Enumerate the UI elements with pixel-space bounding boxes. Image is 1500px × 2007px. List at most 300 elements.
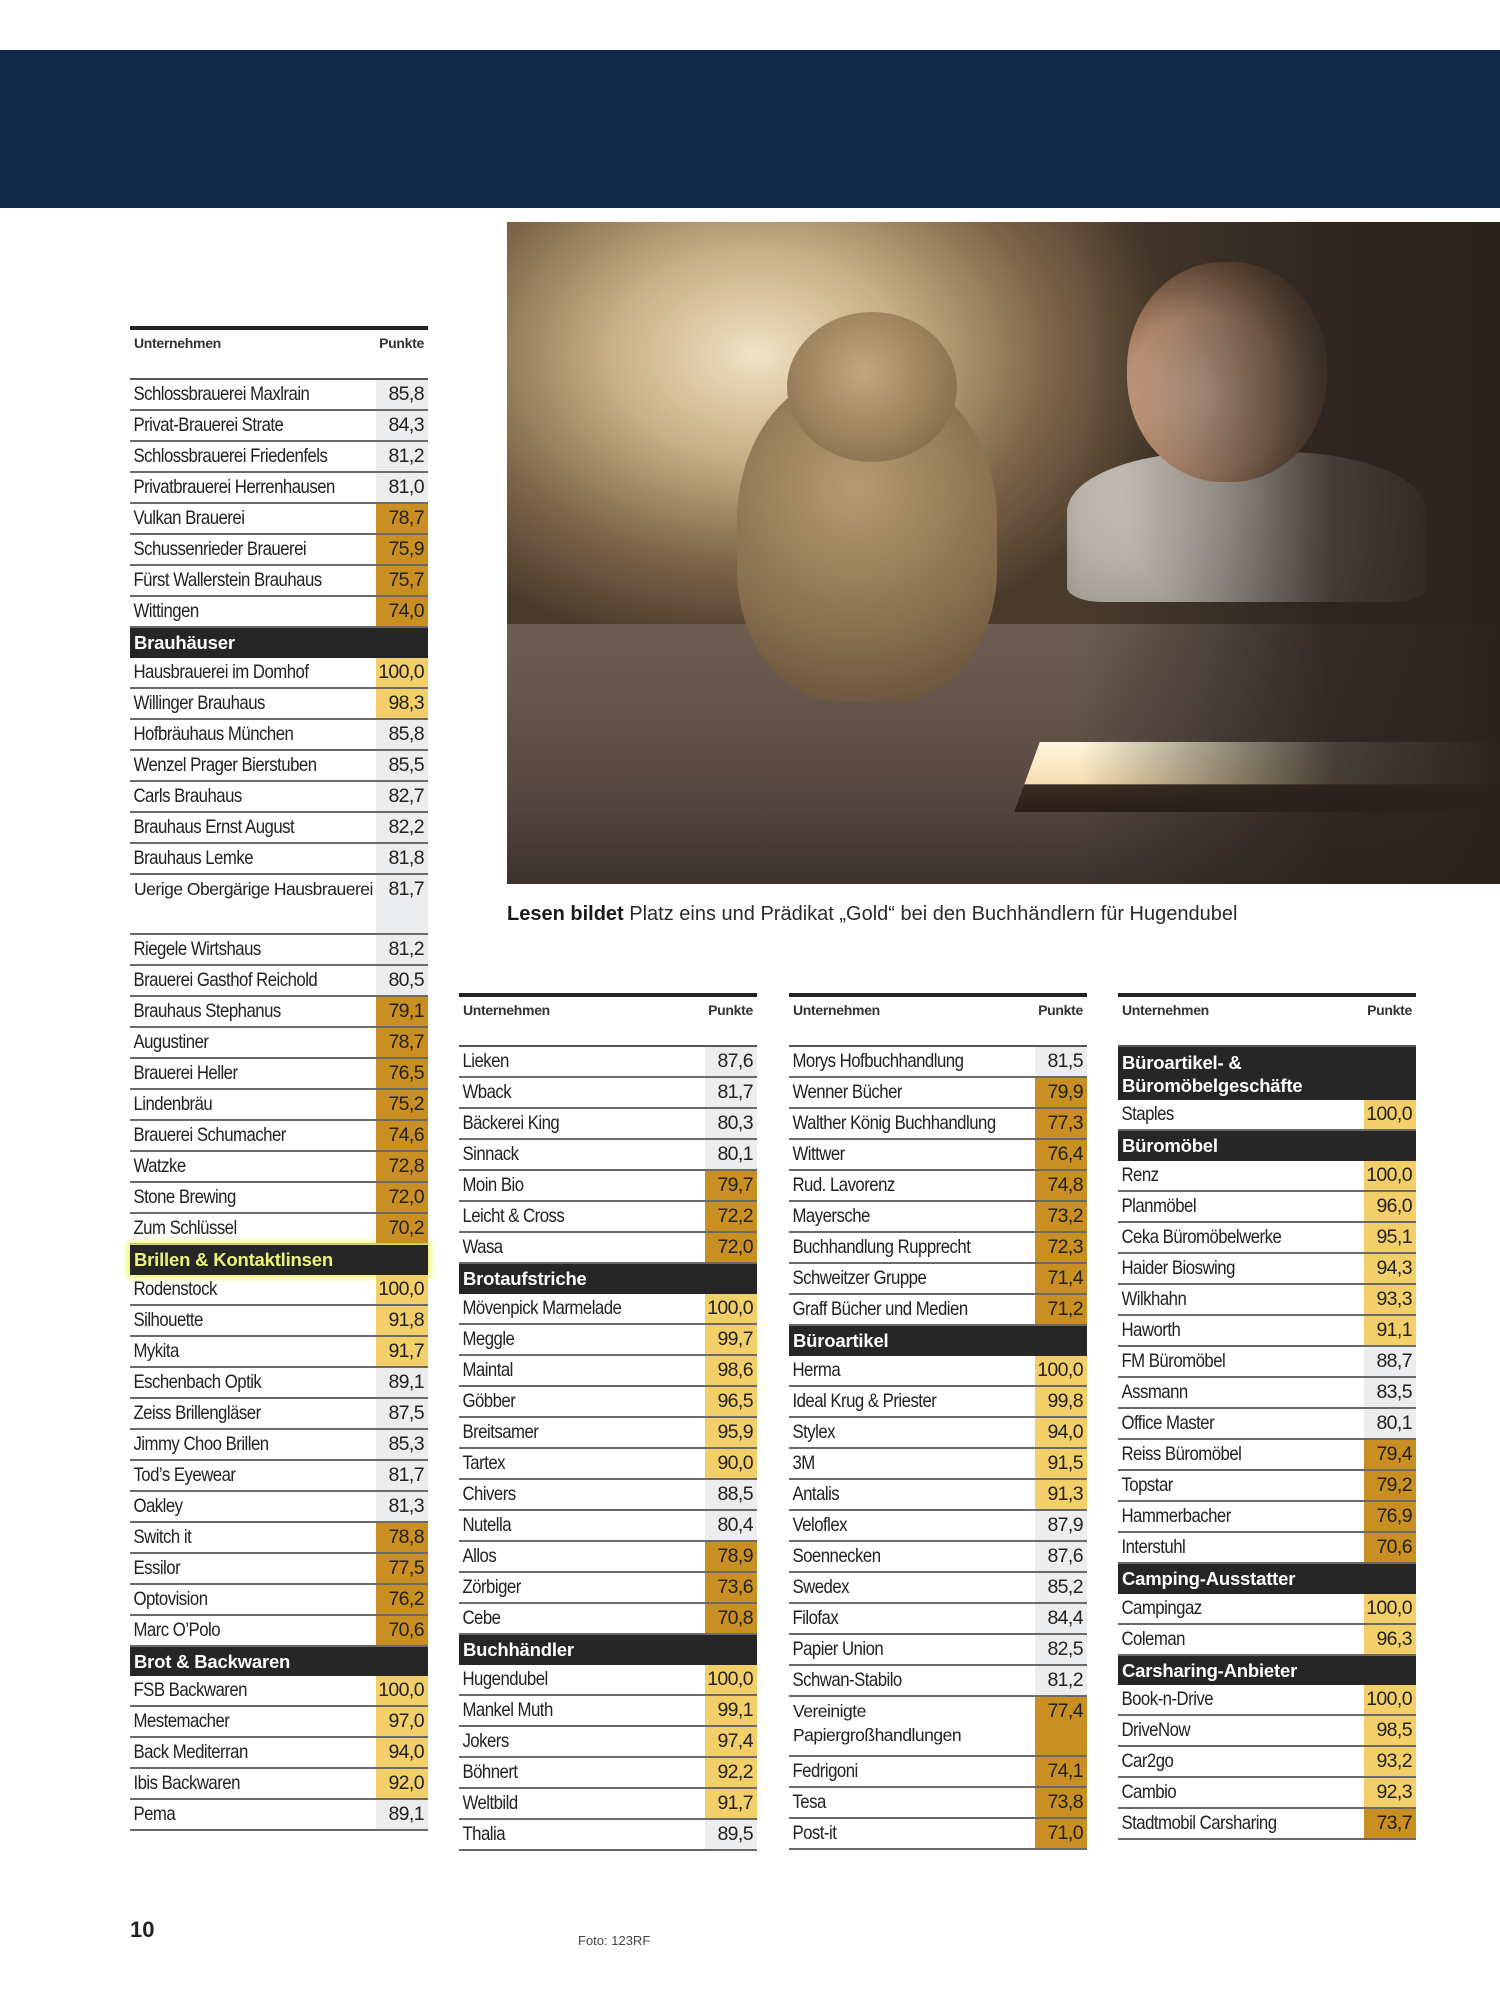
column-header-company: Unternehmen (134, 335, 221, 351)
company-name: Zeiss Brillengläser (133, 1401, 261, 1424)
table-row (789, 1418, 1087, 1449)
score-value: 77,4 (1035, 1697, 1087, 1755)
table-row (130, 473, 428, 504)
table-row (459, 1047, 757, 1078)
company-name: Zum Schlüssel (133, 1216, 237, 1239)
company-name: Papier Union (792, 1637, 884, 1660)
score-value: 71,4 (1035, 1264, 1087, 1293)
score-value: 96,0 (1364, 1192, 1416, 1221)
company-name: Moin Bio (462, 1174, 524, 1196)
table-row (1118, 1685, 1416, 1716)
table-row (130, 813, 428, 844)
score-value: 91,1 (1364, 1316, 1416, 1345)
company-name: Schlossbrauerei Friedenfels (133, 445, 328, 467)
score-value: 85,5 (376, 751, 428, 780)
company-name: Office Master (1121, 1411, 1215, 1434)
score-value: 70,8 (705, 1604, 757, 1633)
score-value: 81,5 (1035, 1047, 1087, 1076)
score-value: 100,0 (1364, 1161, 1416, 1190)
company-name: Privatbrauerei Herrenhausen (133, 476, 335, 498)
table-row (130, 1059, 428, 1090)
score-value: 100,0 (1364, 1100, 1416, 1129)
company-name: Willinger Brauhaus (133, 691, 265, 714)
category-header: Brillen & Kontaktlinsen (130, 1245, 428, 1275)
score-value: 78,7 (376, 504, 428, 533)
table-row (459, 1233, 757, 1264)
category-header: Camping-Ausstatter (1118, 1564, 1416, 1594)
company-name: Book-n-Drive (1121, 1688, 1214, 1711)
table-row (1118, 1192, 1416, 1223)
score-value: 75,2 (376, 1090, 428, 1119)
company-name: Meggle (462, 1327, 515, 1350)
table-row (459, 1449, 757, 1480)
ranking-table-3 (789, 993, 1087, 1850)
company-name: Nutella (462, 1513, 512, 1536)
table-row (789, 1604, 1087, 1635)
score-value: 100,0 (376, 1676, 428, 1705)
score-value: 81,3 (376, 1492, 428, 1521)
table-row (130, 1275, 428, 1306)
company-name: Sinnack (462, 1143, 519, 1165)
company-name: Wenzel Prager Bierstuben (133, 753, 317, 776)
company-name: Brauhaus Stephanus (133, 999, 281, 1022)
table-row (1118, 1747, 1416, 1778)
table-row (130, 1738, 428, 1769)
company-name: FM Büromöbel (1121, 1349, 1226, 1372)
company-name: Wasa (462, 1236, 503, 1258)
table-row (789, 1542, 1087, 1573)
score-value: 74,6 (376, 1121, 428, 1150)
score-value: 79,1 (376, 997, 428, 1026)
score-value: 73,6 (705, 1573, 757, 1602)
company-name: Lieken (462, 1050, 509, 1072)
table-row (130, 935, 428, 966)
score-value: 91,7 (705, 1789, 757, 1818)
table-row (130, 1616, 428, 1647)
company-name: Maintal (462, 1358, 513, 1381)
company-name: Allos (462, 1544, 497, 1567)
table-row (130, 1707, 428, 1738)
company-name: Stone Brewing (133, 1185, 236, 1208)
score-value: 81,2 (376, 442, 428, 471)
score-value: 99,7 (705, 1325, 757, 1354)
table-header (459, 997, 757, 1045)
score-value: 95,1 (1364, 1223, 1416, 1252)
company-name: Augustiner (133, 1030, 209, 1053)
score-value: 81,8 (376, 844, 428, 873)
column-header-points: Punkte (379, 335, 424, 351)
table-row (1118, 1440, 1416, 1471)
photo-child-reading-with-teddy-bear (507, 222, 1500, 884)
company-name: Wittingen (133, 600, 199, 622)
score-value: 81,7 (705, 1078, 757, 1107)
table-row (789, 1697, 1087, 1757)
score-value: 92,2 (705, 1758, 757, 1787)
table-row (1118, 1161, 1416, 1192)
company-name: Car2go (1121, 1750, 1174, 1773)
score-value: 96,3 (1364, 1625, 1416, 1654)
score-value: 87,9 (1035, 1511, 1087, 1540)
company-name: Stylex (792, 1420, 836, 1443)
company-name: Fürst Wallerstein Brauhaus (133, 569, 322, 591)
company-name: Mövenpick Marmelade (462, 1296, 622, 1319)
table-row (130, 1121, 428, 1152)
table-row (130, 566, 428, 597)
score-value: 78,7 (376, 1028, 428, 1057)
company-name: Hofbräuhaus München (133, 722, 294, 745)
company-name: Göbber (462, 1389, 516, 1412)
score-value: 80,5 (376, 966, 428, 995)
company-name: Wilkhahn (1121, 1287, 1187, 1310)
category-header: Carsharing-Anbieter (1118, 1656, 1416, 1686)
score-value: 76,9 (1364, 1502, 1416, 1531)
score-value: 72,0 (376, 1183, 428, 1212)
table-header (1118, 997, 1416, 1045)
table-row (130, 689, 428, 720)
company-name: Coleman (1121, 1627, 1185, 1650)
company-name: Bäckerei King (462, 1112, 560, 1134)
company-name: Hausbrauerei im Domhof (133, 660, 309, 683)
score-value: 73,8 (1035, 1788, 1087, 1817)
company-name: FSB Backwaren (133, 1679, 247, 1702)
score-value: 100,0 (1035, 1356, 1087, 1385)
table-row (459, 1078, 757, 1109)
score-value: 99,1 (705, 1696, 757, 1725)
table-row (130, 1430, 428, 1461)
category-header: Brauhäuser (130, 628, 428, 658)
table-row (789, 1819, 1087, 1850)
column-header-company: Unternehmen (463, 1002, 550, 1018)
score-value: 70,6 (376, 1616, 428, 1645)
company-name: Planmöbel (1121, 1194, 1197, 1217)
caption-text: Platz eins und Prädikat „Gold“ bei den Buchhändlern für Hugendubel (623, 903, 1238, 925)
score-value: 88,5 (705, 1480, 757, 1509)
company-name: Brauhaus Ernst August (133, 815, 295, 838)
score-value: 80,1 (705, 1140, 757, 1169)
table-row (459, 1789, 757, 1820)
company-name: Brauerei Heller (133, 1061, 238, 1084)
score-value: 85,8 (376, 720, 428, 749)
company-name: Marc O’Polo (133, 1618, 221, 1641)
score-value: 70,2 (376, 1214, 428, 1243)
score-value: 89,1 (376, 1368, 428, 1397)
table-row (1118, 1100, 1416, 1131)
score-value: 77,3 (1035, 1109, 1087, 1138)
score-value: 89,1 (376, 1800, 428, 1829)
company-name: Haworth (1121, 1318, 1181, 1341)
company-name: Leicht & Cross (462, 1205, 565, 1227)
category-header: Büroartikel- & Büromöbelgeschäfte (1118, 1047, 1416, 1100)
score-value: 81,2 (376, 935, 428, 964)
score-value: 71,0 (1035, 1819, 1087, 1848)
score-value: 91,5 (1035, 1449, 1087, 1478)
company-name: Schweitzer Gruppe (792, 1267, 927, 1289)
company-name: Rud. Lavorenz (792, 1174, 895, 1196)
company-name: Schussenrieder Brauerei (133, 538, 307, 560)
table-row (130, 1368, 428, 1399)
company-name: Stadtmobil Carsharing (1121, 1812, 1277, 1835)
company-name: Böhnert (462, 1760, 518, 1783)
table-row (789, 1078, 1087, 1109)
score-value: 85,2 (1035, 1573, 1087, 1602)
company-name: Privat-Brauerei Strate (133, 414, 284, 436)
table-row (789, 1233, 1087, 1264)
score-value: 91,7 (376, 1337, 428, 1366)
company-name: Jimmy Choo Brillen (133, 1432, 269, 1455)
table-row (130, 1554, 428, 1585)
company-name: Wenner Bücher (792, 1081, 902, 1103)
table-row (130, 411, 428, 442)
table-row (459, 1418, 757, 1449)
column-header-company: Unternehmen (793, 1002, 880, 1018)
table-row (130, 1090, 428, 1121)
company-name: Antalis (792, 1482, 840, 1505)
table-row (789, 1449, 1087, 1480)
company-name: Hammerbacher (1121, 1504, 1231, 1527)
score-value: 100,0 (705, 1665, 757, 1694)
table-row (789, 1047, 1087, 1078)
table-row (130, 1337, 428, 1368)
table-row (1118, 1502, 1416, 1533)
table-row (459, 1542, 757, 1573)
table-row (130, 1152, 428, 1183)
score-value: 74,0 (376, 597, 428, 626)
score-value: 100,0 (1364, 1594, 1416, 1623)
company-name: Mayersche (792, 1205, 870, 1227)
score-value: 97,4 (705, 1727, 757, 1756)
table-row (789, 1757, 1087, 1788)
score-value: 100,0 (376, 658, 428, 687)
table-row (1118, 1533, 1416, 1564)
table-row (459, 1511, 757, 1542)
table-header (789, 997, 1087, 1045)
score-value: 98,3 (376, 689, 428, 718)
company-name: Chivers (462, 1482, 516, 1505)
ranking-table-2 (459, 993, 757, 1851)
score-value: 94,0 (376, 1738, 428, 1767)
score-value: 81,0 (376, 473, 428, 502)
score-value: 98,5 (1364, 1716, 1416, 1745)
score-value: 72,0 (705, 1233, 757, 1262)
table-row (1118, 1625, 1416, 1656)
table-row (130, 1769, 428, 1800)
company-name: Schwan-Stabilo (792, 1668, 902, 1691)
table-row (789, 1109, 1087, 1140)
company-name: Zörbiger (462, 1575, 521, 1598)
table-row (1118, 1594, 1416, 1625)
company-name: Brauhaus Lemke (133, 846, 254, 869)
score-value: 77,5 (376, 1554, 428, 1583)
company-name: Brauerei Schumacher (133, 1123, 286, 1146)
company-name: Riegele Wirtshaus (133, 937, 261, 960)
category-header: Büroartikel (789, 1326, 1087, 1356)
company-name: Cebe (462, 1606, 501, 1629)
photo-shadow (1080, 222, 1500, 884)
score-value: 81,7 (376, 1461, 428, 1490)
score-value: 94,3 (1364, 1254, 1416, 1283)
table-row (130, 504, 428, 535)
score-value: 96,5 (705, 1387, 757, 1416)
company-name: Soennecken (792, 1544, 881, 1567)
column-header-points: Punkte (708, 1002, 753, 1018)
score-value: 94,0 (1035, 1418, 1087, 1447)
score-value: 100,0 (705, 1294, 757, 1323)
table-row (459, 1758, 757, 1789)
table-row (789, 1140, 1087, 1171)
score-value: 91,3 (1035, 1480, 1087, 1509)
table-header (130, 330, 428, 378)
table-row (130, 844, 428, 875)
score-value: 75,7 (376, 566, 428, 595)
company-name: Renz (1121, 1163, 1159, 1186)
page-number: 10 (130, 1917, 155, 1942)
company-name: Mankel Muth (462, 1698, 553, 1721)
score-value: 92,0 (376, 1769, 428, 1798)
column-header-points: Punkte (1038, 1002, 1083, 1018)
score-value: 82,5 (1035, 1635, 1087, 1664)
table-row (1118, 1409, 1416, 1440)
score-value: 82,2 (376, 813, 428, 842)
score-value: 79,4 (1364, 1440, 1416, 1469)
company-name: Fedrigoni (792, 1759, 858, 1782)
company-name: Post-it (792, 1821, 837, 1844)
table-row (130, 1183, 428, 1214)
score-value: 74,1 (1035, 1757, 1087, 1786)
table-row (459, 1109, 757, 1140)
company-name: Walther König Buchhandlung (792, 1112, 996, 1134)
score-value: 72,2 (705, 1202, 757, 1231)
company-name: Reiss Büromöbel (1121, 1442, 1242, 1465)
score-value: 90,0 (705, 1449, 757, 1478)
table-row (459, 1325, 757, 1356)
table-row (789, 1171, 1087, 1202)
company-name: Wittwer (792, 1143, 845, 1165)
company-name: Veloflex (792, 1513, 848, 1536)
company-name: Weltbild (462, 1791, 518, 1814)
table-row (1118, 1285, 1416, 1316)
table-row (130, 875, 428, 935)
company-name: Hugendubel (462, 1667, 548, 1690)
table-row (1118, 1223, 1416, 1254)
table-row (789, 1356, 1087, 1387)
table-row (789, 1387, 1087, 1418)
company-name: Essilor (133, 1556, 181, 1579)
photo-caption (507, 903, 1500, 926)
score-value: 84,4 (1035, 1604, 1087, 1633)
company-name: Lindenbräu (133, 1092, 213, 1115)
company-name: Mykita (133, 1339, 179, 1362)
company-name: Schlossbrauerei Maxlrain (133, 383, 310, 405)
score-value: 92,3 (1364, 1778, 1416, 1807)
table-row (459, 1171, 757, 1202)
score-value: 93,2 (1364, 1747, 1416, 1776)
table-row (789, 1788, 1087, 1819)
table-row (459, 1140, 757, 1171)
company-name: Graff Bücher und Medien (792, 1298, 968, 1320)
table-row (789, 1573, 1087, 1604)
score-value: 99,8 (1035, 1387, 1087, 1416)
company-name: Tartex (462, 1451, 506, 1474)
company-name: Eschenbach Optik (133, 1370, 262, 1393)
company-name: Swedex (792, 1575, 850, 1598)
table-row (130, 1492, 428, 1523)
table-row (459, 1480, 757, 1511)
company-name: Assmann (1121, 1380, 1188, 1403)
table-row (459, 1202, 757, 1233)
company-name: Breitsamer (462, 1420, 539, 1443)
score-value: 74,8 (1035, 1171, 1087, 1200)
table-row (130, 1800, 428, 1831)
company-name: Back Mediterran (133, 1741, 248, 1764)
table-row (459, 1573, 757, 1604)
table-row (130, 1399, 428, 1430)
company-name: Rodenstock (133, 1277, 217, 1300)
table-row (1118, 1716, 1416, 1747)
company-name: Tod’s Eyewear (133, 1463, 236, 1486)
score-value: 75,9 (376, 535, 428, 564)
table-row (789, 1635, 1087, 1666)
company-name: Brauerei Gasthof Reichold (133, 968, 318, 991)
ranking-table-1 (130, 326, 428, 1831)
table-row (130, 1306, 428, 1337)
company-name: Cambio (1121, 1781, 1177, 1804)
table-row (789, 1480, 1087, 1511)
company-name: Carls Brauhaus (133, 784, 242, 807)
category-header: Brot & Backwaren (130, 1647, 428, 1677)
table-row (789, 1511, 1087, 1542)
table-row (1118, 1254, 1416, 1285)
table-row (789, 1264, 1087, 1295)
score-value: 72,8 (376, 1152, 428, 1181)
ranking-table-4 (1118, 993, 1416, 1840)
score-value: 79,9 (1035, 1078, 1087, 1107)
company-name: Tesa (792, 1790, 826, 1813)
table-row (130, 1676, 428, 1707)
table-row (130, 380, 428, 411)
company-name: Thalia (462, 1822, 506, 1845)
table-row (459, 1696, 757, 1727)
score-value: 81,7 (376, 875, 428, 933)
company-name: Morys Hofbuchhandlung (792, 1050, 964, 1072)
company-name: Optovision (133, 1587, 208, 1610)
table-row (130, 966, 428, 997)
table-row (459, 1727, 757, 1758)
score-value: 88,7 (1364, 1347, 1416, 1376)
score-value: 81,2 (1035, 1666, 1087, 1695)
score-value: 78,9 (705, 1542, 757, 1571)
table-row (130, 1214, 428, 1245)
table-row (130, 442, 428, 473)
score-value: 80,1 (1364, 1409, 1416, 1438)
table-row (1118, 1778, 1416, 1809)
score-value: 100,0 (376, 1275, 428, 1304)
caption-bold: Lesen bildet (507, 903, 624, 925)
table-row (1118, 1347, 1416, 1378)
table-row (130, 658, 428, 689)
table-row (130, 1585, 428, 1616)
teddy-bear-head (787, 312, 957, 462)
photo-credit: Foto: 123RF (578, 1933, 651, 1948)
table-row (130, 720, 428, 751)
score-value: 85,8 (376, 380, 428, 409)
company-name: Vereinigte Papiergroßhandlungen (793, 1700, 962, 1745)
table-row (459, 1387, 757, 1418)
score-value: 87,6 (1035, 1542, 1087, 1571)
company-name: Staples (1121, 1103, 1174, 1125)
score-value: 78,8 (376, 1523, 428, 1552)
score-value: 93,3 (1364, 1285, 1416, 1314)
column-header-company: Unternehmen (1122, 1002, 1209, 1018)
